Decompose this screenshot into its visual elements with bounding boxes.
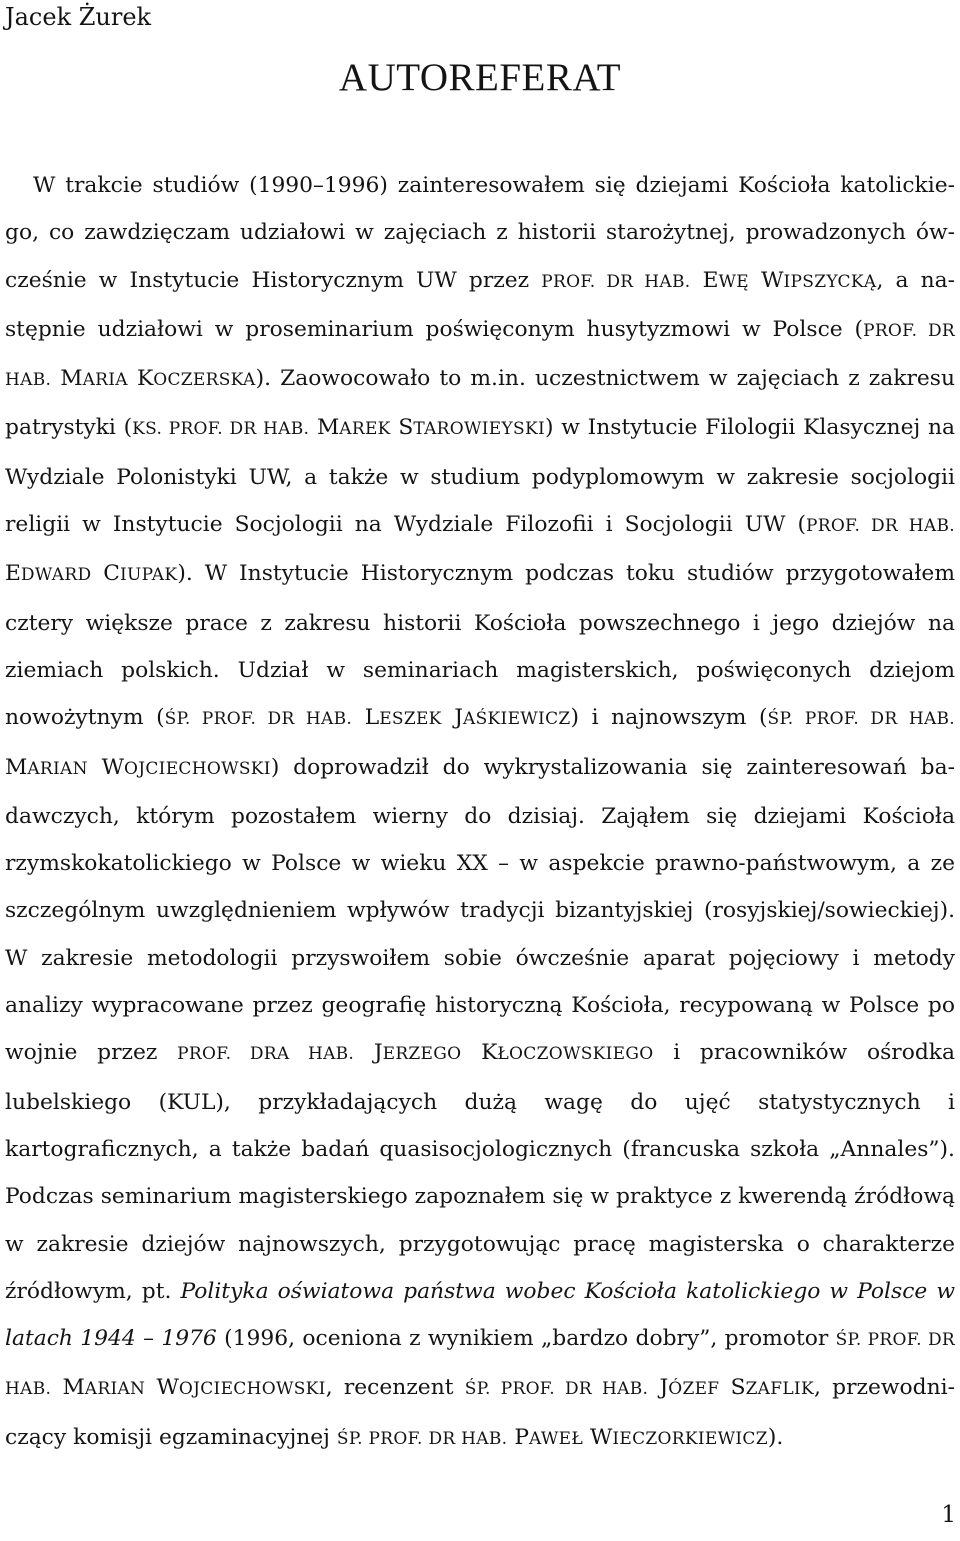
text-run: , a następnie udziałowi w proseminarium poświęconym husytyzmowi w Polsce ( xyxy=(5,267,955,342)
small-caps-name: OJCIECHOWSKI xyxy=(178,1379,326,1400)
small-caps-name: ŁOCZOWSKIEGO xyxy=(497,1044,654,1065)
small-caps-name: AWEŁ xyxy=(529,1428,584,1449)
text-run: ) i najnowszym ( xyxy=(570,705,768,731)
text-run: S xyxy=(719,1375,746,1401)
text-run: K xyxy=(461,1040,498,1066)
small-caps-name: AŚKIEWICZ xyxy=(463,709,571,730)
text-run: , przewodniczący komisji egzaminacyjnej xyxy=(5,1375,956,1450)
document-title: AUTOREFERAT xyxy=(338,56,622,99)
small-caps-name: PROF. DR HAB. xyxy=(805,516,955,537)
text-run: i pracowników ośrodka lubelskiego (KUL), przykładających dużą wagę do ujęć statystycznych i kartograficznych, a także badań quasisocjologicznych (francuska szkoła „Annales”). Podczas seminarium magisterskiego zapoznałem się w praktyce z kwerendą źródłową w zakresie dziejów najnowszych, przygotowując pracę magisterska o charakterze źródłowym, pt. xyxy=(5,1040,955,1304)
small-caps-name: KS. PROF. DR HAB. xyxy=(132,419,310,440)
small-caps-name: ESZEK xyxy=(379,709,442,730)
small-caps-name: PROF. DRA HAB. xyxy=(177,1044,355,1065)
text-run: E xyxy=(690,267,719,293)
text-run: ). xyxy=(767,1424,784,1450)
text-run: ) doprowadził do wykrystalizowania się zainteresowań badawczych, którym pozostałem wierny do dzisiaj. Zająłem się dziejami Kościoła rzymskokatolickiego w Polsce w wieku XX – w aspekcie prawno-państwowym, a ze szczególnym uwzględnieniem wpływów tradycji bizantyjskiej (rosyjskiej/sowieckiej). W zakresie metodologii przyswoiłem sobie ówcześnie aparat pojęciowy i metody analizy wypracowane przez geografię historyczną Kościoła, recypowaną w Polsce po wojnie przez xyxy=(5,754,955,1066)
text-run: ). W Instytucie Historycznym podczas toku studiów przygotowałem cztery większe prace z zakresu historii Kościoła powszechnego i jego dziejów na ziemiach polskich. Udział w seminariach magisterskich, poświęconych dziejom nowożytnym ( xyxy=(5,561,955,731)
small-caps-name: ARIA xyxy=(82,370,128,391)
small-caps-name: ZAFLIK xyxy=(745,1379,814,1400)
text-run: M xyxy=(309,415,340,441)
small-caps-name: AREK xyxy=(339,419,391,440)
small-caps-name: OJCIECHOWSKI xyxy=(124,758,271,779)
text-run: , recenzent xyxy=(325,1375,465,1401)
small-caps-name: PROF. DR HAB. xyxy=(541,271,691,292)
author-name: Jacek Żurek xyxy=(5,3,152,31)
text-run: W trakcie studiów (1990–1996) zainteresowałem się dziejami Kościoła katolickiego, co zawdzięczam udziałowi w zajęciach z historii starożytnej, prowadzonych ówcześnie w Instytucie Historycznym UW przez xyxy=(5,173,955,293)
small-caps-name: ÓZEF xyxy=(668,1379,720,1400)
small-caps-name: IPSZYCKĄ xyxy=(783,271,877,292)
text-run: C xyxy=(91,561,120,587)
text-run: W xyxy=(583,1424,613,1450)
text-run: W xyxy=(87,754,125,780)
small-caps-name: TAROWIEYSKI xyxy=(413,419,545,440)
text-run: J xyxy=(648,1375,669,1401)
text-run: W xyxy=(749,267,784,293)
text-run: M xyxy=(51,366,83,392)
small-caps-name: ERZEGO xyxy=(382,1044,462,1065)
page-number: 1 xyxy=(941,1502,956,1528)
small-caps-name: ŚP. PROF. DR HAB. xyxy=(464,1379,649,1400)
small-caps-name: PROF. DR HAB. xyxy=(5,320,955,391)
small-caps-name: DWARD xyxy=(20,565,92,586)
small-caps-name: IUPAK xyxy=(119,565,178,586)
text-run: J xyxy=(354,1040,383,1066)
body-paragraph xyxy=(5,162,955,1463)
text-run: S xyxy=(390,415,414,441)
text-run: ). Zaowocowało to m.in. uczestnictwem w zajęciach z zakresu patrystyki ( xyxy=(5,366,955,441)
text-run: M xyxy=(51,1375,85,1401)
small-caps-name: IECZORKIEWICZ xyxy=(612,1428,768,1449)
small-caps-name: ŚP. PROF. DR HAB. xyxy=(767,709,956,730)
text-run: K xyxy=(127,366,154,392)
small-caps-name: OCZERSKA xyxy=(153,370,256,391)
text-run: E xyxy=(5,561,21,587)
text-run: M xyxy=(5,754,28,780)
small-caps-name: ARIAN xyxy=(27,758,88,779)
small-caps-name: ARIAN xyxy=(84,1379,146,1400)
text-run: L xyxy=(352,705,380,731)
text-run: W xyxy=(145,1375,179,1401)
italic-thesis-title: Polityka oświatowa państwa wobec Kościoła katolickiego w Polsce w latach 1944 – 1976 xyxy=(5,1278,955,1352)
text-run: J xyxy=(441,705,464,731)
small-caps-name: ŚP. PROF. DR HAB. xyxy=(336,1428,508,1449)
text-run: (1996, oceniona z wynikiem „bardzo dobry”, promotor xyxy=(216,1326,836,1352)
text-run: ) w Instytucie Filologii Klasycznej na Wydziale Polonistyki UW, a także w studium podyplomowym w zakresie socjologii religii w Instytucie Socjologii na Wydziale Filozofii i Socjologii UW ( xyxy=(5,415,956,538)
small-caps-name: ŚP. PROF. DR HAB. xyxy=(164,709,353,730)
small-caps-name: ŚP. PROF. DR HAB. xyxy=(5,1330,956,1400)
text-run: P xyxy=(507,1424,529,1450)
small-caps-name: WĘ xyxy=(718,271,749,292)
